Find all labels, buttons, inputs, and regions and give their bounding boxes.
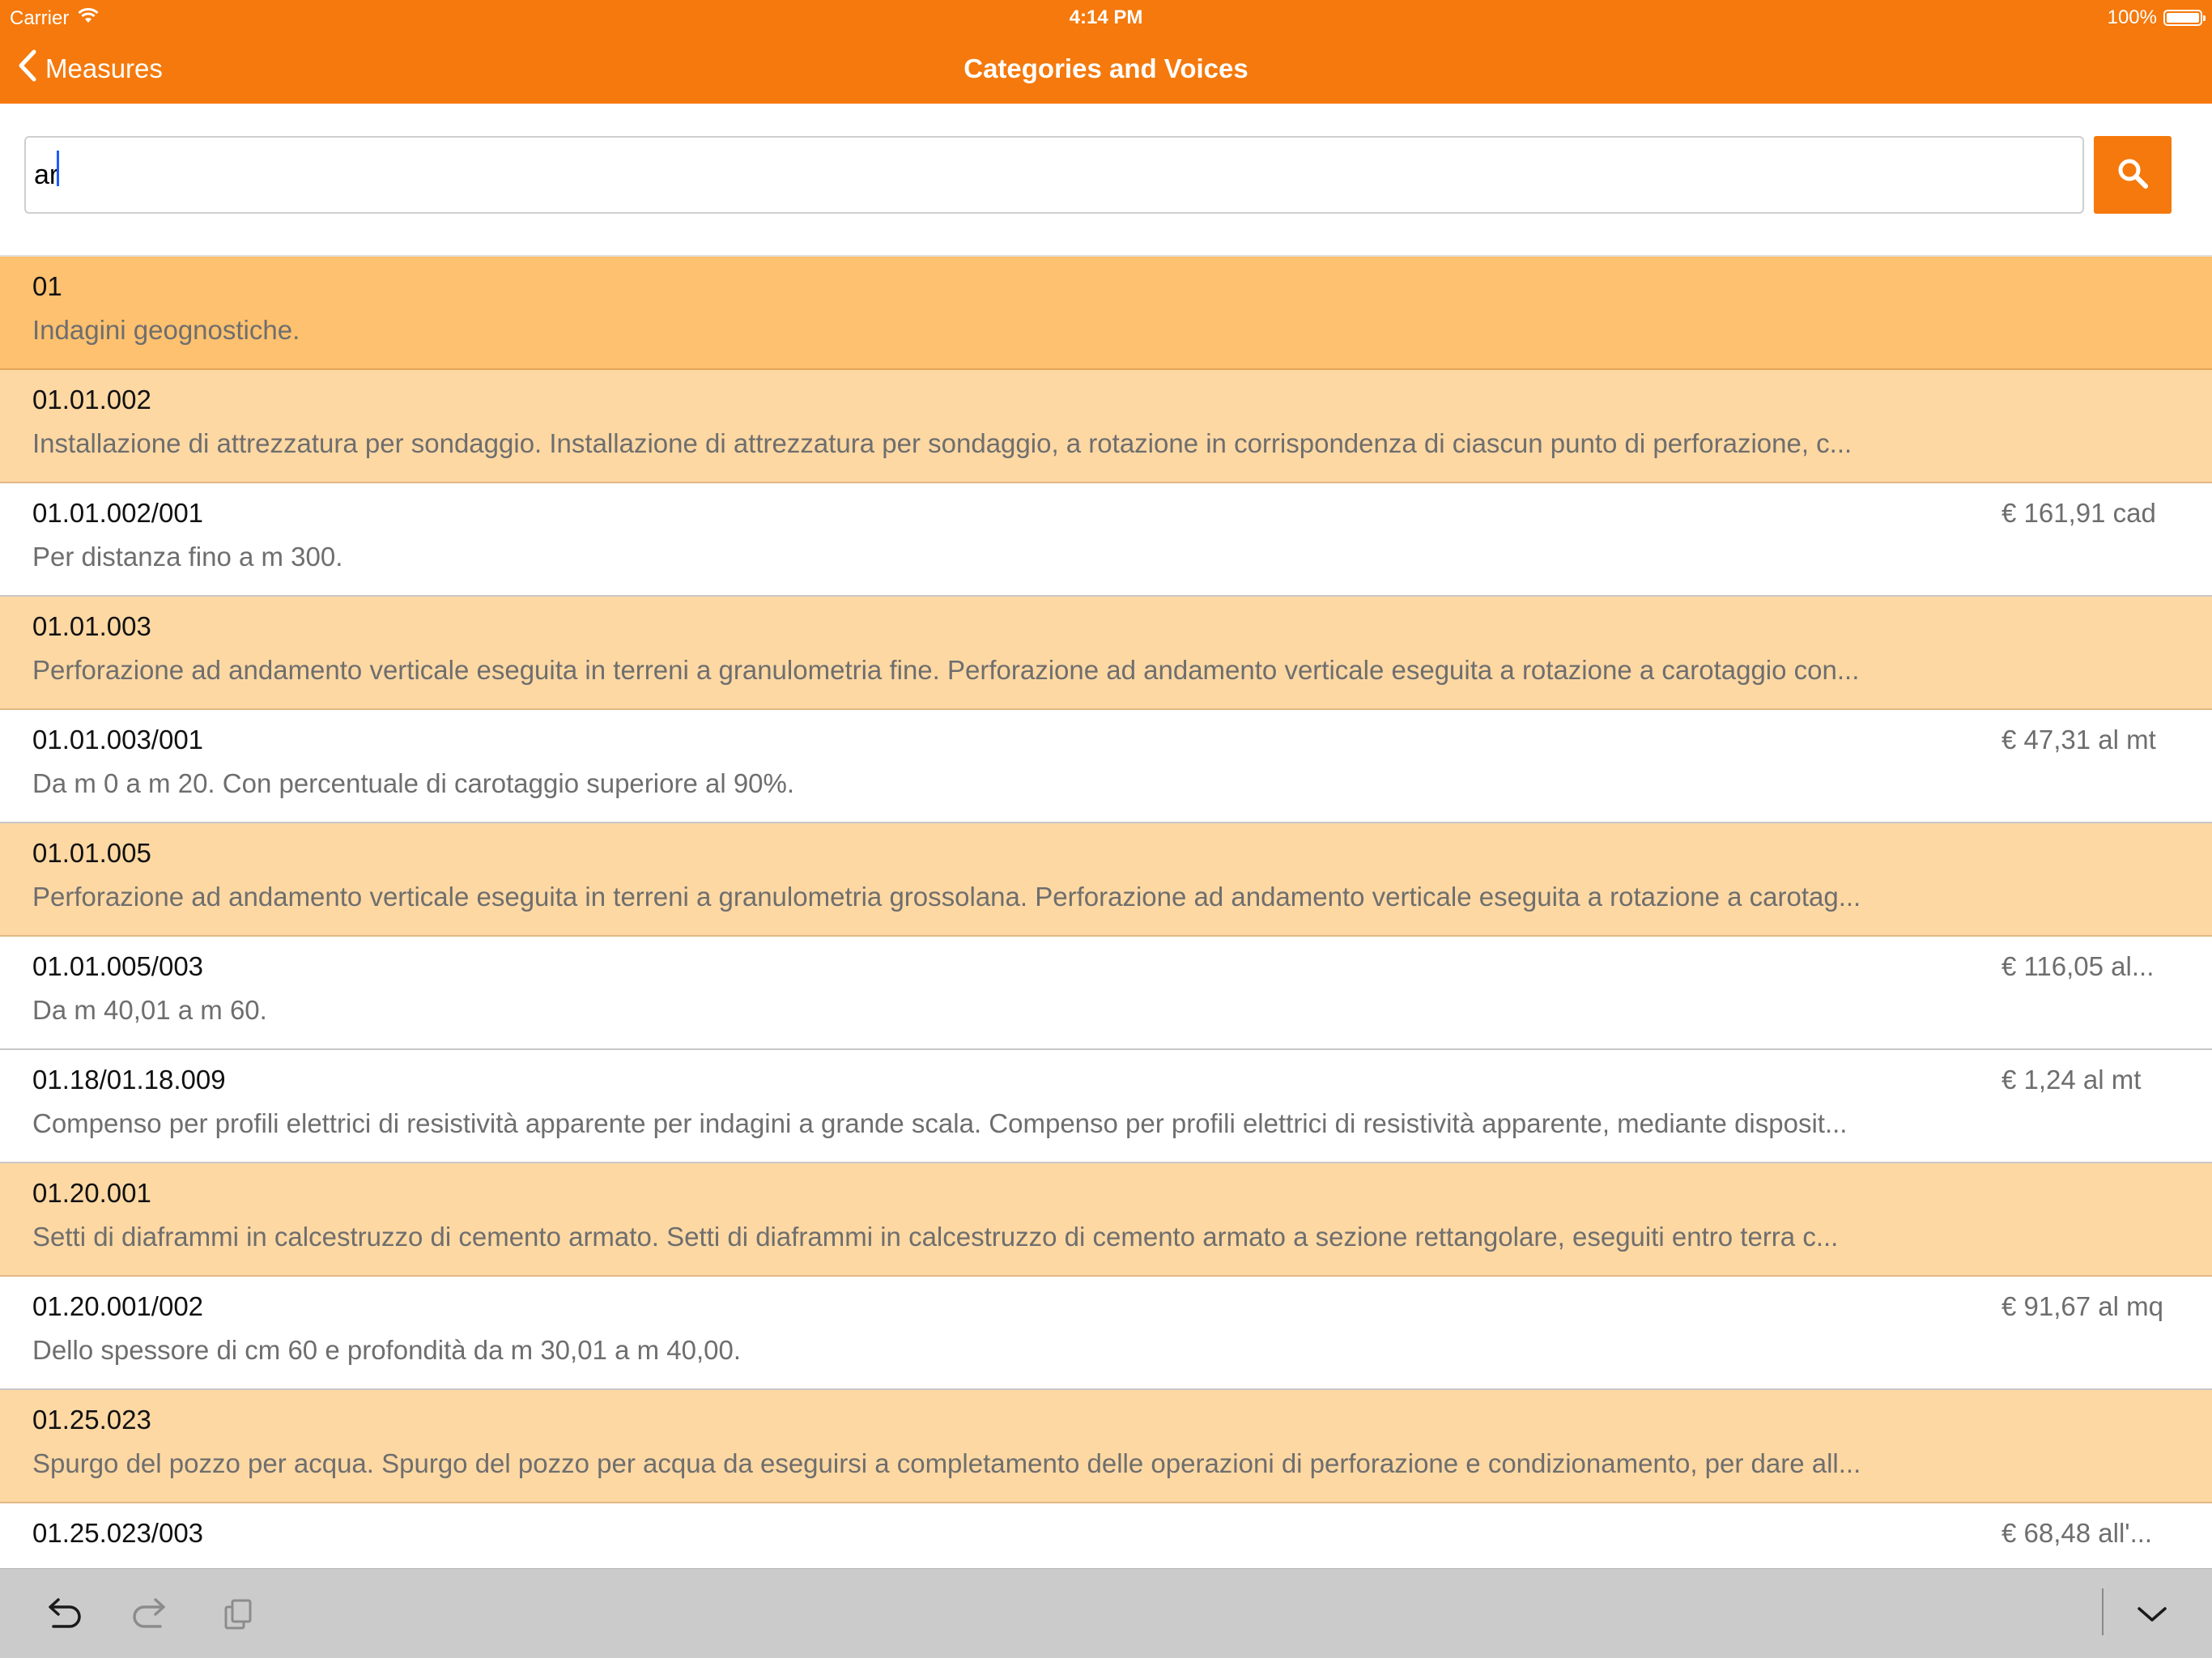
item-price: € 91,67 al mq [2001, 1291, 2163, 1321]
category-row[interactable] [0, 597, 2212, 710]
list-item[interactable] [0, 483, 2212, 597]
item-price: € 1,24 al mt [2001, 1065, 2142, 1095]
item-description: Setti di diaframmi in calcestruzzo di cemento armato. Setti di diaframmi in calcestruzzo di cemento armato a sezione rettangolare, eseguiti entro terra c... [32, 1222, 1839, 1252]
item-description: Spurgo del pozzo per acqua. Spurgo del pozzo per acqua da eseguirsi a completamento delle operazioni di perforazione e condizionamento, per dare all... [32, 1448, 1861, 1478]
category-row[interactable] [0, 823, 2212, 937]
back-button[interactable] [18, 50, 163, 87]
search-button[interactable] [2094, 136, 2172, 214]
item-description: Compenso per profili elettrici di resistività apparente per indagini a grande scala. Compenso per profili elettrici di resistività apparente, mediante disposit... [32, 1108, 1848, 1138]
header [0, 0, 2212, 104]
battery-icon [2163, 10, 2202, 26]
back-button-label: Measures [45, 53, 163, 83]
item-price: € 116,05 al... [2001, 951, 2155, 981]
wifi-icon [77, 6, 100, 30]
search-icon [2116, 156, 2150, 194]
item-description: Dello spessore di cm 60 e profondità da m 30,01 a m 40,00. [32, 1335, 741, 1365]
item-description: Perforazione ad andamento verticale eseguita in terreni a granulometria fine. Perforazione ad andamento verticale eseguita a rotazione a carotaggio con... [32, 655, 1860, 685]
category-row[interactable] [0, 1390, 2212, 1503]
item-code: 01.25.023/003 [32, 1518, 204, 1548]
category-row[interactable] [0, 1163, 2212, 1277]
status-bar-right [2108, 6, 2202, 29]
battery-percentage: 100% [2107, 6, 2157, 28]
item-code: 01.01.005/003 [32, 951, 204, 981]
item-description: Da m 40,01 a m 60. [32, 995, 267, 1025]
list-item[interactable] [0, 1277, 2212, 1390]
item-code: 01.20.001/002 [32, 1291, 204, 1321]
item-code: 01.25.023 [32, 1405, 151, 1435]
undo-icon[interactable] [40, 1592, 86, 1637]
item-code: 01.01.003 [32, 611, 151, 641]
status-bar-left [10, 6, 100, 30]
item-description: Perforazione ad andamento verticale eseguita in terreni a granulometria grossolana. Perforazione ad andamento verticale eseguita a rotazione a carotag... [32, 882, 1861, 912]
item-description: Da m 0 a m 20. Con percentuale di carotaggio superiore al 90%. [32, 768, 795, 798]
item-code: 01.18/01.18.009 [32, 1065, 226, 1095]
category-row[interactable] [0, 370, 2212, 483]
paste-icon[interactable] [215, 1592, 261, 1637]
item-code: 01.01.002/001 [32, 498, 204, 528]
status-time: 4:14 PM [1069, 6, 1143, 28]
item-code: 01.01.003/001 [32, 725, 204, 755]
item-description: Installazione di attrezzatura per sondaggio. Installazione di attrezzatura per sondaggio, a rotazione in corrispondenza di ciascun punto di perforazione, c... [32, 428, 1853, 458]
list-item[interactable] [0, 1503, 2212, 1568]
chevron-left-icon [18, 49, 37, 88]
item-code: 01.01.002 [32, 385, 151, 414]
item-description: Per distanza fino a m 300. [32, 542, 343, 572]
item-price: € 47,31 al mt [2001, 725, 2156, 755]
text-cursor [57, 151, 59, 186]
carrier-label: Carrier [10, 6, 70, 29]
list-item[interactable] [0, 937, 2212, 1050]
redo-icon[interactable] [128, 1592, 173, 1637]
item-description: Indagini geognostiche. [32, 315, 300, 345]
toolbar-divider [2102, 1588, 2104, 1635]
item-price: € 68,48 all'... [2001, 1518, 2153, 1548]
item-price: € 161,91 cad [2001, 498, 2156, 528]
item-code: 01.20.001 [32, 1178, 151, 1208]
list-item[interactable] [0, 1050, 2212, 1163]
results-list[interactable] [0, 255, 2212, 1568]
item-code: 01.01.005 [32, 838, 151, 868]
chevron-down-icon[interactable] [2129, 1592, 2175, 1637]
keyboard-shortcut-bar [0, 1568, 2212, 1658]
category-row[interactable] [0, 257, 2212, 370]
page-title: Categories and Voices [963, 53, 1249, 83]
item-code: 01 [32, 271, 62, 301]
list-item[interactable] [0, 710, 2212, 823]
search-input[interactable] [24, 136, 2084, 214]
